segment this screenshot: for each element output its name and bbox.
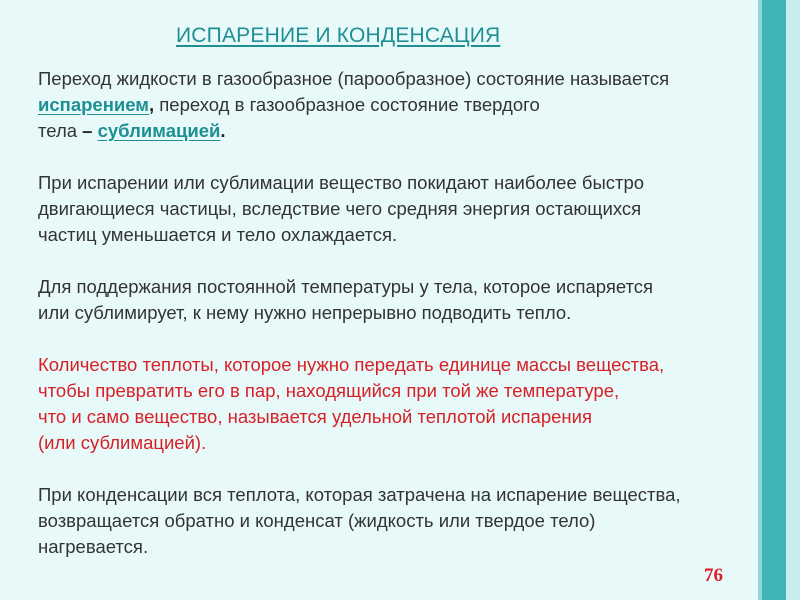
text-line: двигающиеся частицы, вследствие чего средняя энергия остающихся — [38, 198, 642, 219]
text-line — [38, 92, 798, 118]
slide-content — [38, 66, 798, 560]
text-fragment: переход в газообразное состояние твердого — [154, 94, 540, 115]
paragraph-specific-heat-definition — [38, 352, 798, 456]
text-fragment: тела — [38, 120, 83, 141]
text-line: нагревается. — [38, 536, 149, 557]
paragraph-gap — [38, 144, 798, 170]
text-line: чтобы превратить его в пар, находящийся при той же температуре, — [38, 380, 620, 401]
page-number: 76 — [704, 565, 723, 586]
text-line: или сублимирует, к нему нужно непрерывно подводить тепло. — [38, 302, 572, 323]
comma: , — [149, 94, 155, 115]
paragraph-gap — [38, 326, 798, 352]
paragraph-evaporation-definition — [38, 66, 798, 144]
text-line: При конденсации вся теплота, которая затрачена на испарение вещества, — [38, 484, 681, 505]
text-line: что и само вещество, называется удельной теплотой испарения — [38, 406, 592, 427]
text-line: (или сублимацией). — [38, 432, 207, 453]
paragraph-cooling — [38, 170, 798, 248]
paragraph-condensation — [38, 482, 798, 560]
term-evaporation: испарением — [38, 94, 149, 115]
text-line: Для поддержания постоянной температуры у тела, которое испаряется — [38, 276, 654, 297]
paragraph-constant-temperature — [38, 274, 798, 326]
paragraph-gap — [38, 456, 798, 482]
text-line: При испарении или сублимации вещество покидают наиболее быстро — [38, 172, 645, 193]
period: . — [220, 120, 226, 141]
text-line: Количество теплоты, которое нужно передать единице массы вещества, — [38, 354, 665, 375]
slide-title: ИСПАРЕНИЕ И КОНДЕНСАЦИЯ — [176, 24, 501, 47]
paragraph-gap — [38, 248, 798, 274]
text-line: Переход жидкости в газообразное (парообразное) состояние называется — [38, 68, 670, 89]
term-sublimation: сублимацией — [97, 120, 221, 141]
text-line: возвращается обратно и конденсат (жидкость или твердое тело) — [38, 510, 596, 531]
text-line: частиц уменьшается и тело охлаждается. — [38, 224, 398, 245]
dash: – — [82, 120, 93, 141]
text-line — [38, 118, 798, 144]
